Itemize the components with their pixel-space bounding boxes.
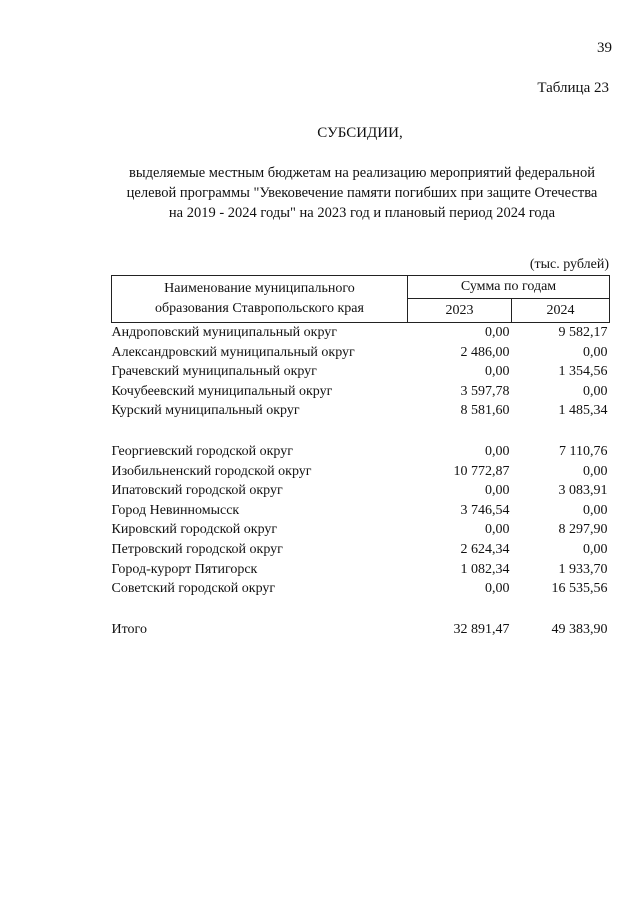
table-row [112, 323, 610, 343]
value-2024: 0,00 [583, 463, 608, 479]
value-2023: 2 624,34 [460, 541, 510, 557]
unit-label: (тыс. рублей) [529, 257, 609, 272]
value-2024: 0,00 [583, 502, 608, 518]
value-2024: 16 535,56 [551, 581, 608, 597]
value-2024: 7 110,76 [559, 443, 608, 459]
table-body [112, 323, 610, 640]
value-2023: 0,00 [485, 581, 510, 597]
municipality-name: Советский городской округ [111, 581, 276, 597]
value-2023: 0,00 [485, 483, 510, 499]
table-row [112, 401, 610, 421]
municipality-name: Александровский муниципальный округ [111, 344, 355, 360]
value-2024: 1 485,34 [558, 403, 608, 419]
municipality-name: Изобильненский городской округ [111, 463, 312, 479]
header-name-line: Наименование муниципального [164, 281, 355, 296]
page-number: 39 [597, 40, 612, 56]
value-2023: 2 486,00 [460, 344, 510, 360]
value-2024: 1 354,56 [558, 364, 608, 380]
value-2024: 1 933,70 [558, 561, 608, 577]
value-2023: 3 746,54 [460, 502, 510, 518]
value-2023: 10 772,87 [453, 463, 510, 479]
value-2023: 0,00 [485, 522, 510, 538]
municipality-name: Город Невинномысск [111, 502, 240, 518]
value-2023: 0,00 [485, 364, 510, 380]
municipality-name: Петровский городской округ [111, 541, 283, 557]
municipality-name: Курский муниципальный округ [111, 403, 300, 419]
table-label: Таблица 23 [537, 80, 609, 96]
value-2023: 32 891,47 [453, 621, 510, 637]
table-row [112, 362, 610, 382]
table-row [112, 382, 610, 402]
value-2024: 9 582,17 [558, 325, 608, 340]
table-row [112, 481, 610, 501]
subtitle-line: выделяемые местным бюджетам на реализацию мероприятий федеральной [129, 165, 595, 181]
municipality-name: Андроповский муниципальный округ [111, 325, 338, 340]
table-row [112, 520, 610, 540]
table-row [112, 579, 610, 599]
table-row [112, 540, 610, 560]
header-sum: Сумма по годам [408, 276, 610, 299]
document-subtitle [112, 163, 612, 223]
value-2023: 0,00 [485, 325, 510, 340]
municipality-name: Кировский городской округ [111, 522, 278, 538]
subtitle-line: целевой программы "Увековечение памяти погибших при защите Отечества [126, 185, 598, 201]
row-spacer [112, 599, 610, 620]
value-2023: 0,00 [485, 443, 510, 459]
municipality-name: Итого [111, 621, 147, 637]
table-row [112, 343, 610, 363]
header-year-2024: 2024 [512, 299, 610, 323]
header-name [112, 276, 408, 323]
table-row [112, 442, 610, 462]
table-row [112, 462, 610, 482]
value-2024: 49 383,90 [551, 621, 608, 637]
municipality-name: Георгиевский городской округ [111, 443, 293, 459]
header-year-2023: 2023 [408, 299, 512, 323]
value-2024: 3 083,91 [558, 483, 608, 499]
value-2024: 8 297,90 [558, 522, 608, 538]
municipality-name: Кочубеевский муниципальный округ [111, 383, 333, 399]
municipality-name: Грачевский муниципальный округ [111, 364, 317, 380]
value-2023: 3 597,78 [460, 383, 510, 399]
row-spacer [112, 421, 610, 442]
total-row [112, 620, 610, 640]
subsidies-table [111, 275, 610, 639]
subtitle-line: на 2019 - 2024 годы" на 2023 год и плановый период 2024 года [168, 205, 556, 221]
table-row [112, 501, 610, 521]
table-row [112, 560, 610, 580]
value-2023: 1 082,34 [460, 561, 510, 577]
document-title: СУБСИДИИ, [317, 125, 403, 141]
value-2024: 0,00 [583, 344, 608, 360]
value-2024: 0,00 [583, 383, 608, 399]
value-2023: 8 581,60 [460, 403, 510, 419]
value-2024: 0,00 [583, 541, 608, 557]
header-name-line: образования Ставропольского края [155, 301, 364, 316]
municipality-name: Ипатовский городской округ [111, 483, 283, 499]
municipality-name: Город-курорт Пятигорск [111, 561, 258, 577]
